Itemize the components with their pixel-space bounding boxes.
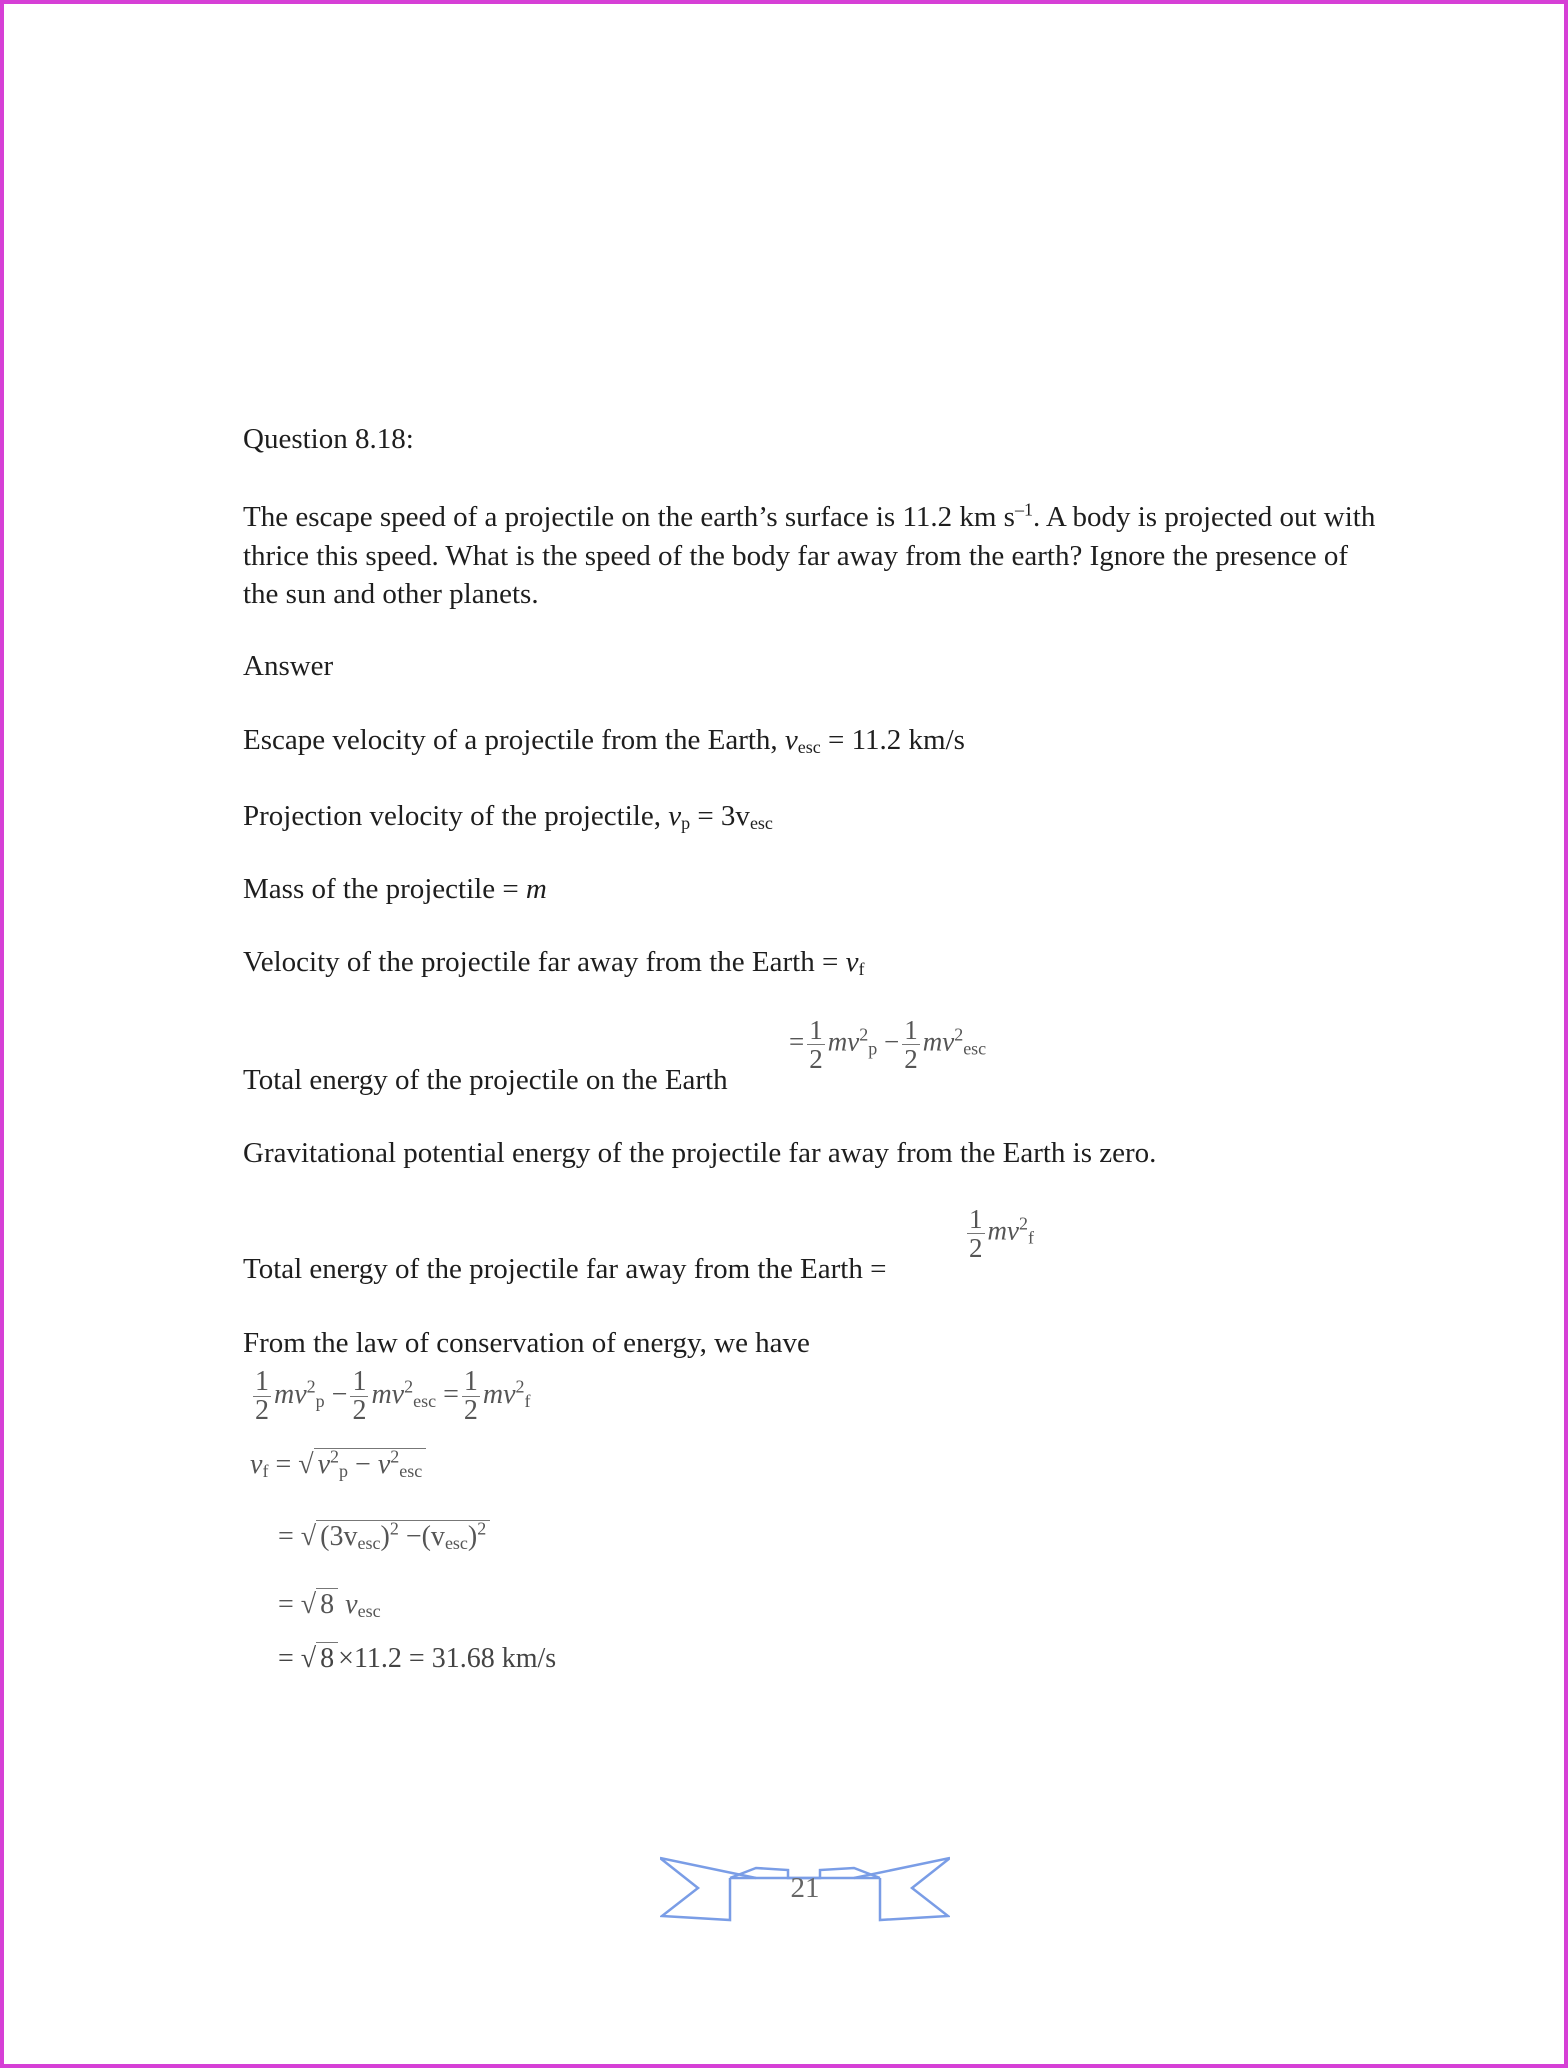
total-energy-far-label: Total energy of the projectile far away from the Earth = [243, 1253, 887, 1285]
page-number: 21 [790, 1872, 820, 1904]
equation-final: = √ 8 ×11.2 = 31.68 km/s [278, 1643, 557, 1674]
final-velocity-line: Velocity of the projectile far away from the Earth = $v_f$ [243, 946, 865, 979]
projection-velocity-line: Projection velocity of the projectile, $v_p = 3v_{esc}$ [243, 800, 773, 833]
mass-line: Mass of the projectile = m [243, 873, 547, 905]
escape-velocity-line: Escape velocity of a projectile from the Earth, $v_{esc} = 11.2$ km/s [243, 724, 965, 757]
equation-vf-root: $v_f$ = √ $v^2_p - v^2_{esc}$ [250, 1448, 426, 1481]
page-number-ribbon [660, 1850, 950, 1930]
answer-heading: Answer [243, 650, 334, 682]
question-text: The escape speed of a projectile on the earth’s surface is 11.2 km $s^{-1}$. A body is projected out with thrice this speed. What is the speed of the body far away from the earth? Ignore the presence of the sun and other planets. [243, 499, 1376, 610]
conservation-line: From the law of conservation of energy, we have [243, 1327, 810, 1359]
total-energy-far-formula: $\frac{1}{2}$ $mv^2_f$ [969, 1204, 1034, 1263]
total-energy-earth-formula: = $\frac{1}{2}$ $mv^2_p$ − $\frac{1}{2}$ $mv^2_{esc}$ [789, 1015, 987, 1074]
equation-substitute: = √ $(3v_{esc})^2 -(v_{esc})^2$ [278, 1520, 490, 1553]
equation-root8: = √ 8 $v_{esc}$ [278, 1589, 381, 1621]
total-energy-earth-label: Total energy of the projectile on the Earth [243, 1064, 728, 1096]
gpe-line: Gravitational potential energy of the projectile far away from the Earth is zero. [243, 1137, 1157, 1169]
equation-energy-balance: $\frac{1}{2}$ $mv^2_p$ − $\frac{1}{2}$ $mv^2_{esc}$ = $\frac{1}{2}$ $mv^2_f$ [255, 1366, 531, 1426]
question-title: Question 8.18: [243, 423, 414, 455]
